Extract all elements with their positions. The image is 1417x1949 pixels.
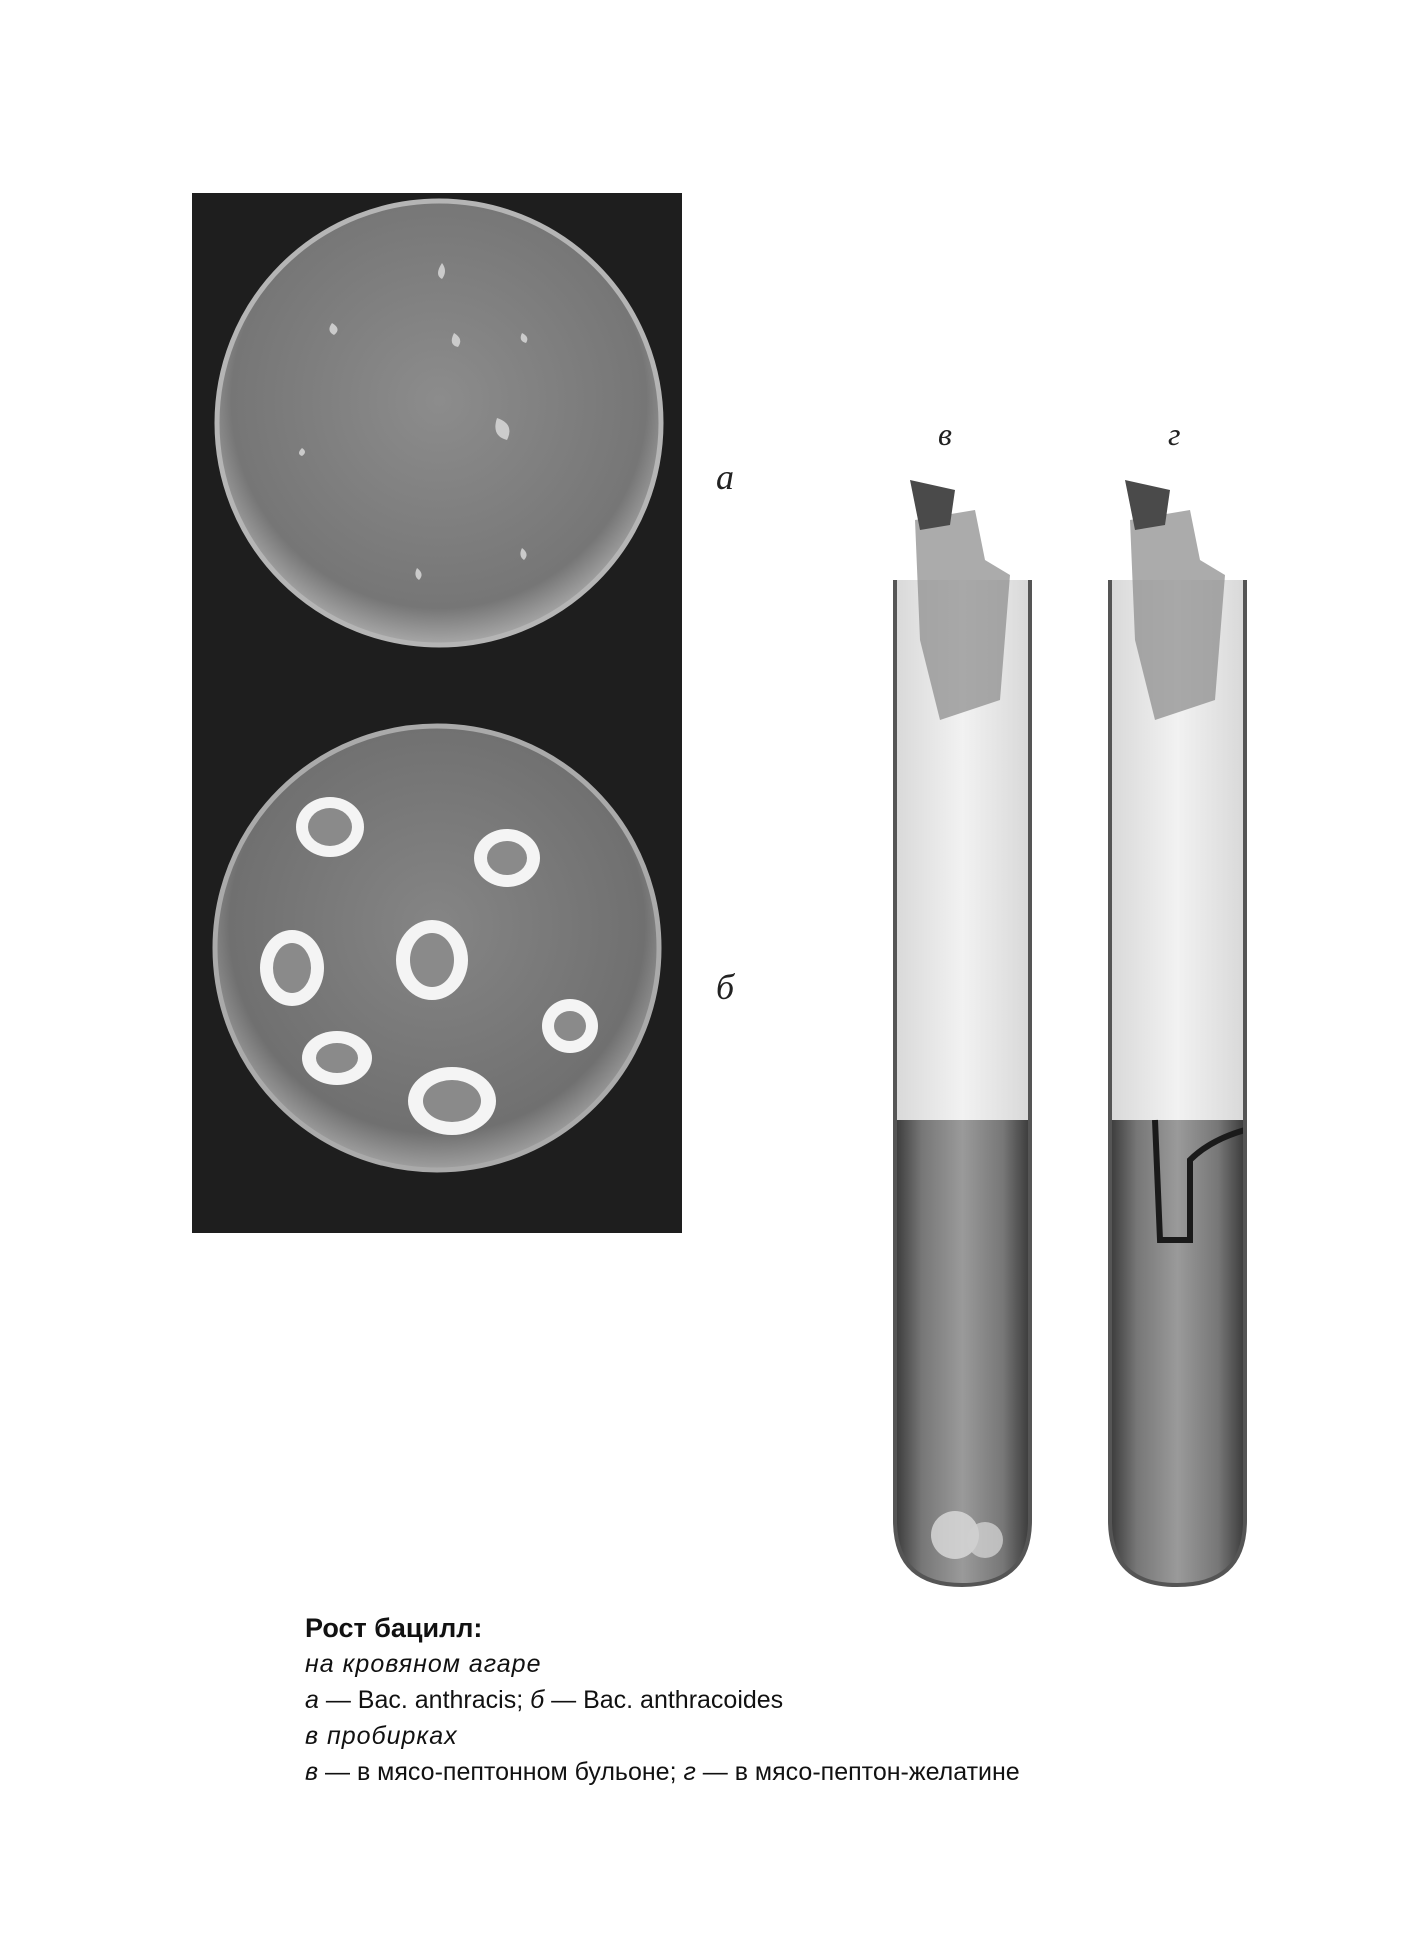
test-tubes-illustration — [860, 480, 1280, 1650]
caption-title: Рост бацилл: — [305, 1613, 483, 1643]
caption-letter-a: а — [305, 1686, 319, 1714]
caption-text-b: — Bac. anthracoides — [544, 1686, 784, 1714]
caption-text-a: — Bac. anthracis; — [318, 1686, 524, 1714]
plate-label-a: а — [716, 457, 734, 497]
caption-letter-g: г — [683, 1758, 696, 1786]
petri-dish-illustration — [192, 193, 682, 1233]
caption-letter-b: б — [530, 1686, 545, 1714]
caption-text-g: — в мясо-пептон-желатине — [695, 1758, 1020, 1786]
caption-section-agar: на кровяном агаре — [305, 1650, 542, 1678]
caption-letter-v: в — [305, 1758, 319, 1786]
plate-label-b: б — [716, 967, 735, 1007]
tube-v — [895, 480, 1030, 1585]
petri-dish-a — [217, 201, 661, 645]
test-tubes — [860, 480, 1280, 1650]
figure-caption — [305, 1610, 1305, 1790]
caption-text-v: — в мясо-пептонном бульоне; — [318, 1758, 677, 1786]
tube-label-v: в — [938, 416, 952, 452]
caption-section-tubes: в пробирках — [305, 1722, 458, 1750]
petri-dish-panel — [192, 193, 682, 1233]
tube-label-g: г — [1168, 416, 1181, 452]
petri-dish-b — [215, 726, 659, 1170]
caption-line-plates — [305, 1682, 1305, 1718]
caption-line-tubes — [305, 1754, 1305, 1790]
tube-g — [1110, 480, 1245, 1585]
